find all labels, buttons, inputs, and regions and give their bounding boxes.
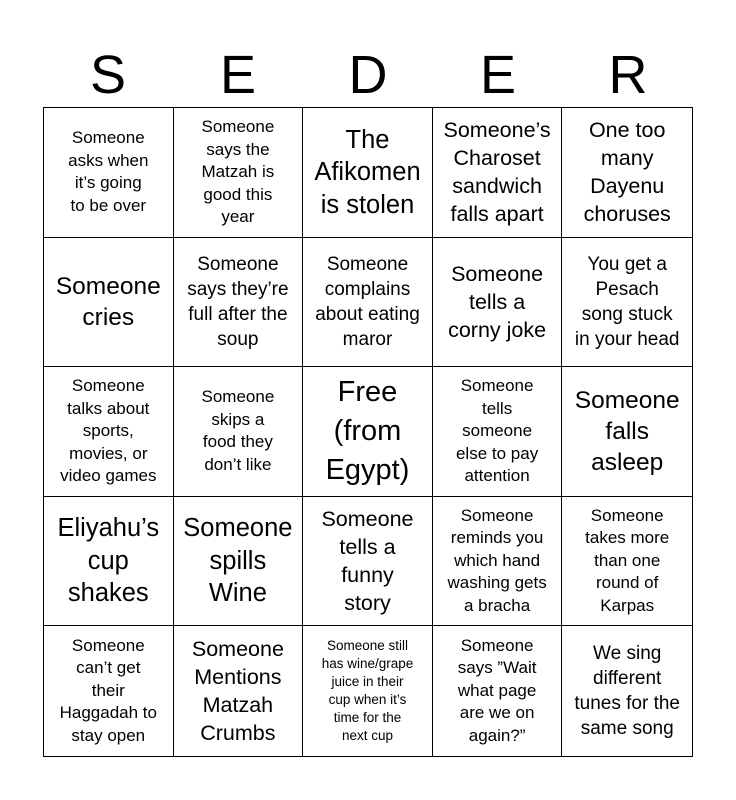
bingo-cell[interactable] <box>44 367 174 497</box>
header-letter-r: R <box>608 45 648 105</box>
bingo-cell[interactable] <box>174 367 304 497</box>
cell-text: Someone says the Matzah is good this year <box>201 117 275 227</box>
cell-text: Someone cries <box>55 272 161 331</box>
cell-text: Someone tells a corny joke <box>448 261 547 342</box>
bingo-cell[interactable] <box>303 626 433 756</box>
cell-text: Someone talks about sports, movies, or video games <box>60 376 157 486</box>
cell-text: Someone says they’re full after the soup <box>187 253 289 350</box>
bingo-cell[interactable] <box>433 367 563 497</box>
bingo-cell[interactable] <box>303 108 433 238</box>
cell-text: Eliyahu’s cup shakes <box>57 514 160 608</box>
cell-text: Someone falls asleep <box>574 386 680 476</box>
bingo-cell[interactable] <box>44 497 174 627</box>
cell-text: Someone Mentions Matzah Crumbs <box>191 637 284 746</box>
bingo-board <box>43 107 693 757</box>
cell-text: Someone skips a food they don’t like <box>201 387 275 474</box>
cell-text: One too many Dayenu choruses <box>583 118 671 227</box>
cell-text: Someone complains about eating maror <box>315 253 420 350</box>
cell-text: Someone takes more than one round of Karpas <box>585 505 670 615</box>
bingo-cell[interactable] <box>433 497 563 627</box>
cell-text: The Afikomen is stolen <box>314 125 421 219</box>
cell-text: Someone still has wine/grape juice in their cup when it’s time for the next cup <box>321 638 414 744</box>
bingo-cell[interactable] <box>174 238 304 368</box>
bingo-cell[interactable] <box>562 238 692 368</box>
header-letter-e2: E <box>479 45 517 105</box>
cell-text: Someone spills Wine <box>183 514 293 608</box>
cell-text: Someone asks when it’s going to be over <box>68 128 149 215</box>
cell-text: Free (from Egypt) <box>325 375 410 486</box>
bingo-cell[interactable] <box>174 626 304 756</box>
bingo-cell[interactable] <box>562 497 692 627</box>
cell-text: Someone says ”Wait what page are we on again?” <box>457 635 537 745</box>
cell-text: Someone tells someone else to pay attention <box>455 376 539 486</box>
cell-text: Someone’s Charoset sandwich falls apart <box>443 118 551 227</box>
bingo-header <box>43 40 693 110</box>
header-letter-d: D <box>348 45 388 105</box>
bingo-cell[interactable] <box>562 108 692 238</box>
cell-text: Someone reminds you which hand washing gets a bracha <box>447 505 547 615</box>
cell-text: You get a Pesach song stuck in your head <box>574 253 680 350</box>
bingo-cell[interactable] <box>174 108 304 238</box>
bingo-cell[interactable] <box>44 108 174 238</box>
bingo-cell[interactable] <box>303 238 433 368</box>
bingo-cell[interactable] <box>433 626 563 756</box>
bingo-cell[interactable] <box>433 108 563 238</box>
bingo-cell[interactable] <box>44 238 174 368</box>
bingo-cell[interactable] <box>562 367 692 497</box>
free-space-cell[interactable] <box>303 367 433 497</box>
bingo-cell[interactable] <box>174 497 304 627</box>
cell-text: Someone can’t get their Haggadah to stay open <box>59 635 157 745</box>
header-letter-e: E <box>219 45 257 105</box>
cell-text: Someone tells a funny story <box>321 507 414 616</box>
bingo-cell[interactable] <box>44 626 174 756</box>
bingo-cell[interactable] <box>433 238 563 368</box>
bingo-cell[interactable] <box>303 497 433 627</box>
cell-text: We sing different tunes for the same song <box>574 643 680 740</box>
header-letter-s: S <box>89 45 127 105</box>
bingo-cell[interactable] <box>562 626 692 756</box>
